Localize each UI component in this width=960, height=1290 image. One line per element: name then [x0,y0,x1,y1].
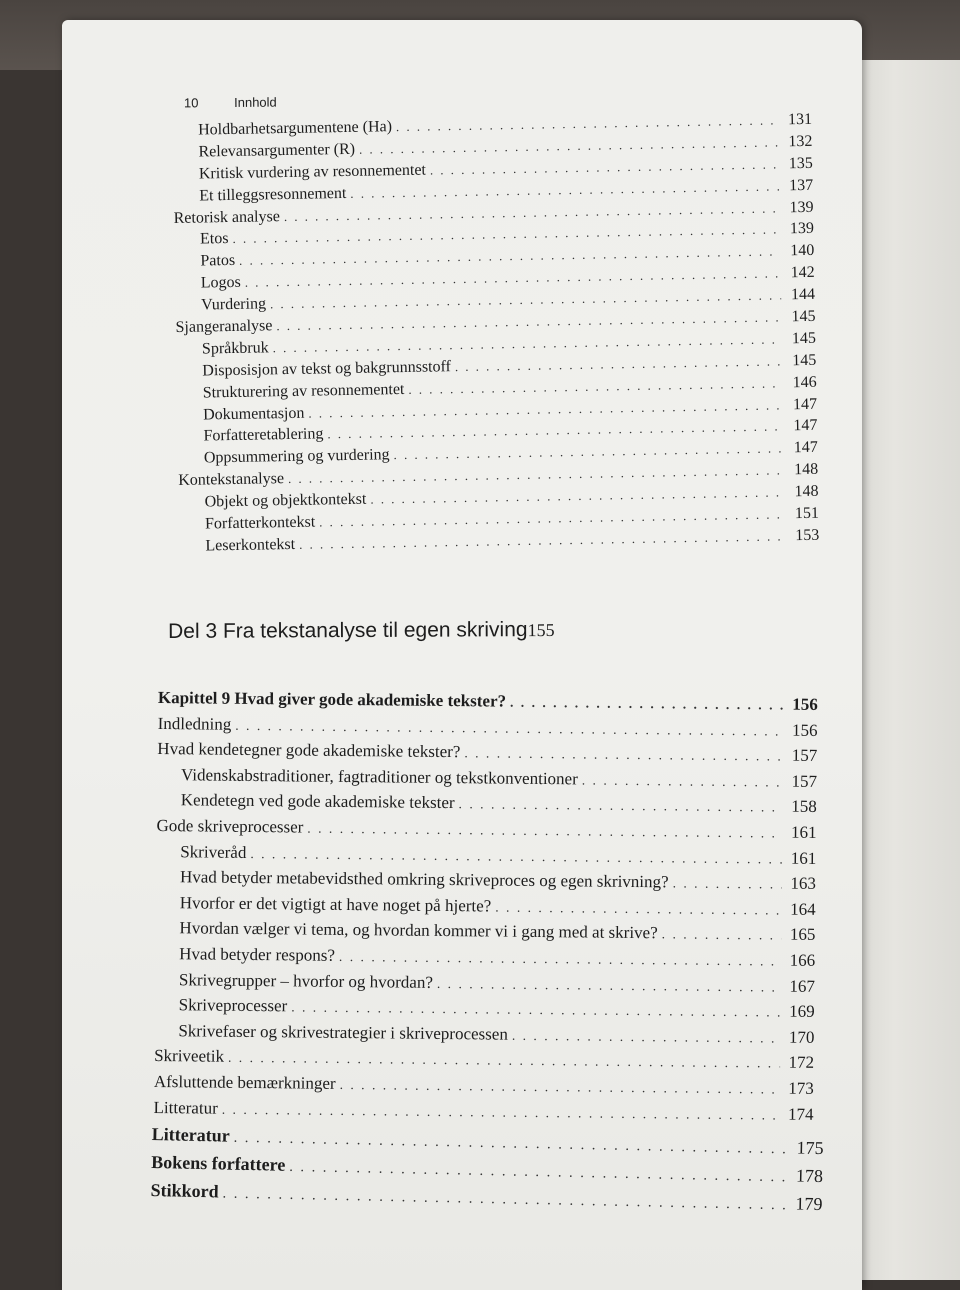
toc-entry-label: Kapittel 9 Hvad giver gode akademiske tekster? [157,688,507,711]
toc-entry-label: Skriveetik [154,1046,225,1067]
toc-entry-page: 140 [790,242,815,260]
toc-entry-page: 178 [795,1165,824,1187]
toc-entry-label: Skrivegrupper – hvorfor og hvordan? [178,969,434,992]
toc-entry-page: 157 [791,745,818,766]
toc-entry-label: Disposisjon av tekst og bakgrunnsstoff [202,357,452,380]
toc-part [168,617,820,644]
toc-entry-page: 174 [787,1104,814,1124]
toc-entry-label: Logos [200,274,241,292]
toc-entry-page: 131 [787,110,813,129]
dot-leader [359,135,779,157]
toc-back-matter [150,1124,824,1222]
toc-entry-label: Vurdering [201,295,267,314]
toc-entry-label: Forfatteretablering [203,425,324,445]
toc-entry-label: Sjangeranalyse [175,317,273,336]
toc-entry-page: 165 [789,924,816,945]
dot-leader [291,1000,781,1021]
toc-entry-label: Videnskabstraditioner, fagtraditioner og tekstkonventioner [180,765,578,789]
toc-entry-page: 158 [791,797,817,817]
dot-leader [350,179,779,201]
toc-entry-page: 145 [791,329,817,348]
dot-leader [222,1101,780,1123]
toc-entry-label: Etos [199,230,229,248]
toc-entry-label: Språkbruk [201,339,269,358]
toc-entry-page: 153 [795,526,820,545]
dot-leader [393,442,783,464]
toc-entry-page: 170 [788,1027,815,1047]
toc-entry-page: 139 [789,198,814,216]
dot-leader [455,354,783,375]
toc-chapter-9 [153,688,818,1130]
dot-leader [339,949,781,970]
toc-entry-label: Dokumentasjon [202,404,305,424]
toc-entry-label: Hvad kendetegner gode akademiske tekster? [157,739,461,762]
toc-entry-label: Hvad betyder respons? [179,944,336,965]
running-title: Innhold [234,94,277,110]
dot-leader [662,927,782,944]
toc-entry-label: Hvad betyder metabevidsthed omkring skriveproces og egen skrivning? [179,867,669,892]
toc-entry-page: 146 [792,373,817,391]
toc-entry-page: 161 [790,822,817,842]
toc-entry-page: 166 [789,950,816,970]
dot-leader [307,821,782,842]
toc-entry-label: Kontekstanalyse [178,470,285,490]
toc-entry-label: Skriveprocesser [178,995,288,1016]
toc-entry-page: 145 [791,307,816,326]
toc-entry-page: 132 [788,132,813,151]
toc-entry-label: Forfatterkontekst [204,513,316,533]
toc-entry-label: Relevansargumenter (R) [198,140,356,161]
toc-entry-label: Objekt og objektkontekst [204,490,367,511]
toc-entry-label: Kritisk vurdering av resonnementet [198,161,427,183]
toc-entry-page: 164 [790,899,816,919]
toc-section-analysis [172,111,820,560]
dot-leader [430,157,779,178]
toc-entry-label: Indledning [157,713,232,734]
dot-leader [464,745,783,764]
toc-entry-label: Gode skriveprocesser [156,815,304,837]
toc-entry-page: 151 [794,504,820,523]
dot-leader [510,695,784,714]
page-number: 10 [183,95,199,111]
toc-entry-label: Patos [200,252,236,270]
toc-entry-page: 148 [794,461,819,479]
dot-leader [235,717,783,739]
dot-leader [289,1159,789,1186]
dot-leader [582,772,783,790]
toc-entry-label: Litteratur [153,1097,218,1118]
toc-entry-label: Skriveråd [180,841,247,862]
toc-entry-label: Del 3 Fra tekstanalyse til egen skriving [168,618,528,643]
toc-entry-page: 179 [795,1193,823,1215]
toc-entry-label: Holdbarhetsargumentene (Ha) [197,118,393,139]
toc-entry-page: 156 [791,720,818,740]
toc-entry-page: 147 [793,417,818,435]
dot-leader [340,1077,780,1098]
toc-entry-page: 145 [792,351,817,370]
background-next-page [850,60,960,1280]
toc-entry-page: 135 [788,154,813,173]
toc-entry-page: 144 [790,285,816,304]
toc-entry-label: Kendetegn ved gode akademiske tekster [180,790,455,813]
toc-entry-page: 169 [789,1001,815,1022]
toc-entry-label: Afsluttende bemærkninger [153,1071,336,1093]
toc-entry-label: Retorisk analyse [173,207,281,227]
toc-entry-label: Oppsummering og vurdering [203,446,390,467]
toc-entry-page: 175 [796,1137,824,1159]
dot-leader [396,113,778,135]
toc-entry-page: 173 [788,1078,814,1098]
toc-entry-page: 147 [793,439,818,457]
toc-entry-page: 172 [788,1052,815,1073]
toc-entry-label: Skrivefaser og skrivestrategier i skriveprocessen [178,1020,508,1044]
toc-entry-page: 139 [789,220,815,238]
toc-entry-label: Leserkontekst [205,535,296,555]
dot-leader [228,1050,780,1072]
toc-entry-label: Stikkord [150,1179,219,1202]
dot-leader [250,846,782,868]
toc-entry-label: Et tilleggsresonnement [199,184,347,205]
dot-leader [437,975,781,995]
toc-entry-page: 157 [791,771,818,791]
toc-entry-page: 163 [790,873,817,894]
toc-entry-page: 148 [794,482,819,501]
toc-entry-part [168,617,820,644]
dot-leader [408,376,782,398]
toc-entry-label: Bokens forfattere [150,1151,286,1175]
toc-entry-page: 142 [790,264,815,282]
toc-entry-page: 137 [789,176,814,194]
toc-entry-label: Strukturering av resonnementet [202,380,405,402]
dot-leader [673,876,783,893]
dot-leader [495,899,782,918]
running-header [184,95,277,111]
dot-leader [512,1027,781,1046]
toc-entry-label: Hvordan vælger vi tema, og hvordan kommer vi i gang med at skrive? [179,918,658,943]
dot-leader [370,486,784,508]
dot-leader [459,797,783,816]
toc-entry-page: 155 [527,619,555,641]
toc-entry-page: 156 [792,694,818,714]
toc-entry-label: Litteratur [151,1124,230,1146]
toc-entry-page: 147 [792,395,818,413]
toc-entry-page: 161 [790,848,817,868]
toc-entry-label: Hvorfor er det vigtigt at have noget på hjerte? [179,892,492,916]
toc-entry-page: 167 [789,976,816,996]
